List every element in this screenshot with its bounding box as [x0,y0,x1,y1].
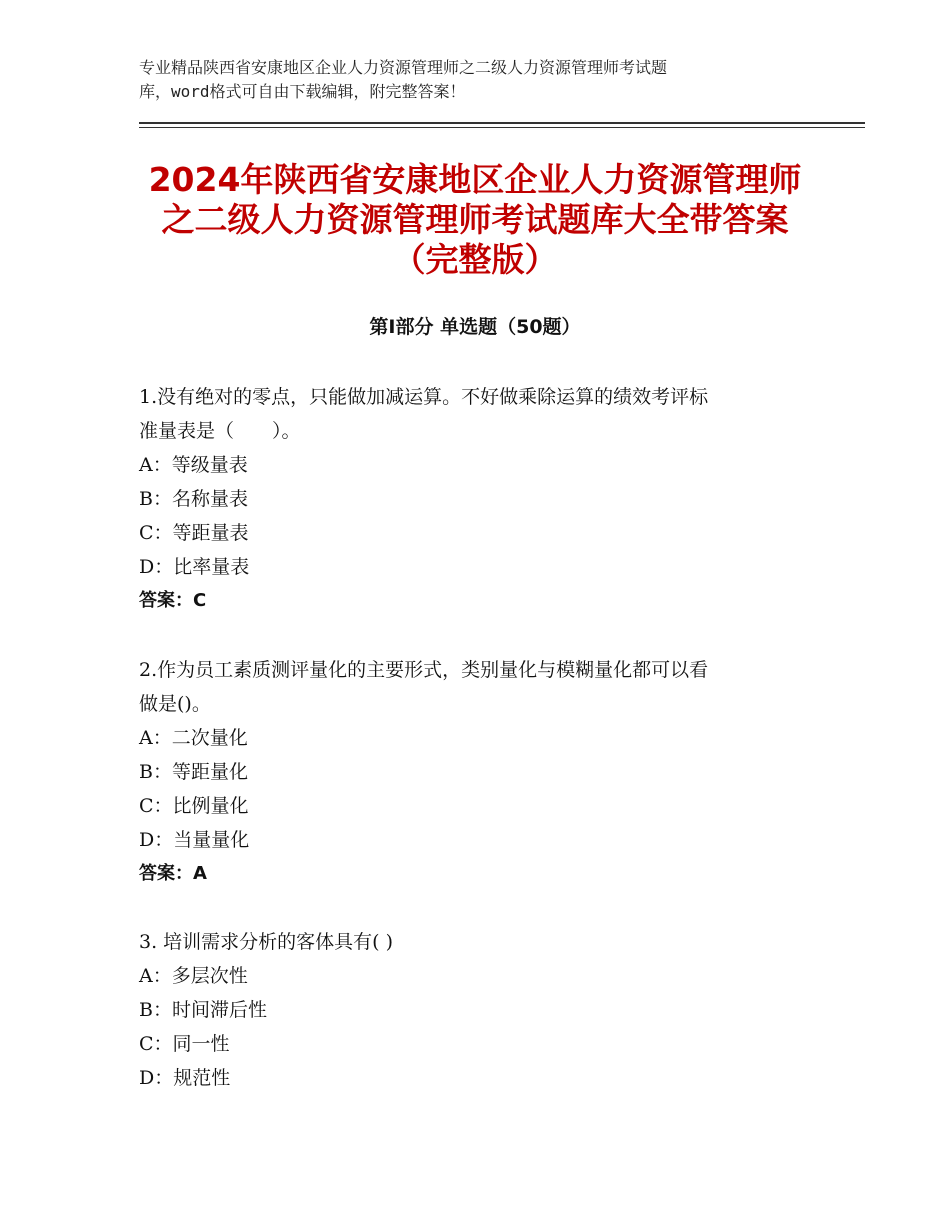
answer-option: B：等距量化 [139,761,248,783]
header-divider [139,127,865,128]
answer-option: A：二次量化 [139,727,248,749]
header-note-line: 专业精品陕西省安康地区企业人力资源管理师之二级人力资源管理师考试题 [139,58,668,77]
answer-option: A：多层次性 [139,965,248,987]
question-stem: 1.没有绝对的零点，只能做加减运算。不好做乘除运算的绩效考评标 [139,386,709,408]
answer-option: C：比例量化 [139,795,249,817]
answer-key: 答案：A [139,863,207,884]
title-line: 之二级人力资源管理师考试题库大全带答案 [161,200,789,239]
answer-key: 答案：C [139,590,207,611]
title-line: 2024年陕西省安康地区企业人力资源管理师 [148,160,802,199]
document-title [100,160,850,280]
answer-option: C：同一性 [139,1033,230,1055]
question-block [139,925,839,1095]
title-line: （完整版） [392,240,558,279]
question-block [139,653,839,891]
header-divider [139,122,865,124]
question-block [139,380,839,618]
answer-option: D：比率量表 [139,556,250,578]
answer-option: D：规范性 [139,1067,231,1089]
answer-option: B：名称量表 [139,488,248,510]
question-stem: 准量表是（ ）。 [139,420,301,442]
answer-option: D：当量量化 [139,829,250,851]
section-heading: 第Ⅰ部分 单选题（50题） [369,316,581,338]
question-stem: 做是()。 [139,693,211,715]
answer-option: B：时间滞后性 [139,999,267,1021]
answer-option: C：等距量表 [139,522,249,544]
answer-option: A：等级量表 [139,454,248,476]
question-stem: 2.作为员工素质测评量化的主要形式，类别量化与模糊量化都可以看 [139,659,709,681]
question-stem: 3. 培训需求分析的客体具有( ) [139,931,394,953]
header-note [139,56,779,104]
header-note-line: 库，word格式可自由下载编辑，附完整答案！ [139,82,466,101]
